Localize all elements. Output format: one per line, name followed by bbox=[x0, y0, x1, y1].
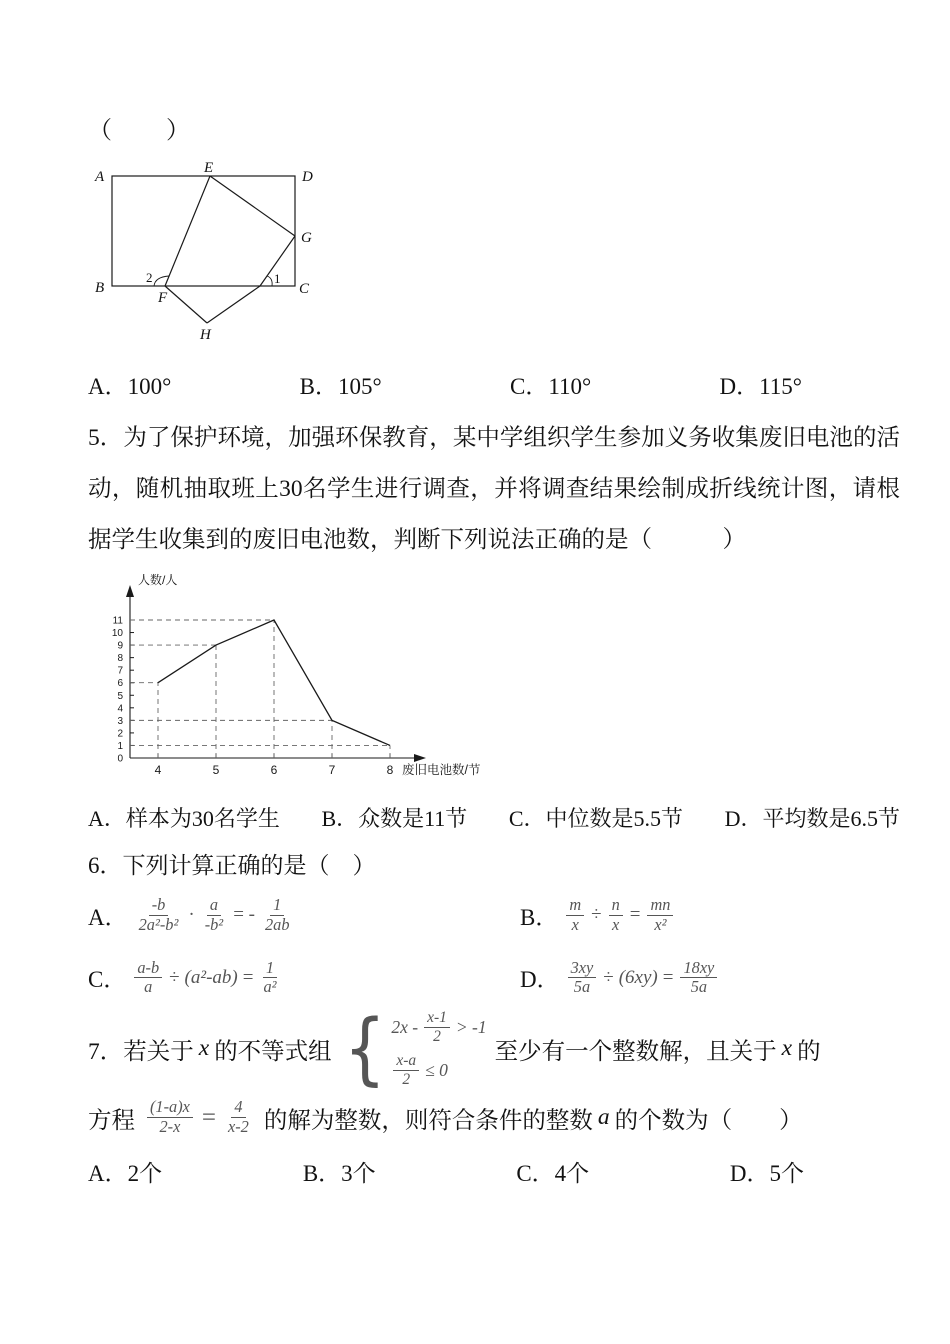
numerator: 3xy bbox=[568, 959, 597, 979]
fraction bbox=[262, 896, 293, 935]
denominator: 2a²-b² bbox=[138, 914, 179, 934]
q7-text-7: 的个数为（ ） bbox=[614, 1107, 803, 1134]
equals-sign: = - bbox=[233, 904, 255, 926]
numerator: 4 bbox=[231, 1098, 245, 1118]
y-tick-label: 11 bbox=[112, 615, 123, 627]
q7-text-2: 的不等式组 bbox=[214, 1038, 332, 1065]
option-label: C． bbox=[88, 967, 127, 993]
denominator: 2-x bbox=[159, 1117, 181, 1137]
operator: ÷ bbox=[591, 904, 602, 926]
denominator: -b² bbox=[204, 914, 224, 934]
page-content bbox=[88, 110, 900, 1188]
q4-answer-blank: （ ） bbox=[88, 118, 192, 144]
denominator: x-2 bbox=[228, 1117, 249, 1137]
q7-equation bbox=[145, 1098, 254, 1137]
option-label: B． bbox=[520, 904, 559, 930]
x-tick-label: 5 bbox=[212, 763, 220, 777]
y-tick-label: 7 bbox=[117, 665, 123, 677]
figure-labels bbox=[94, 161, 313, 343]
q7-text-4: 的 bbox=[797, 1038, 821, 1065]
y-tick-label: 2 bbox=[117, 728, 123, 740]
q4-option-d: D．115° bbox=[719, 374, 802, 399]
denominator: a² bbox=[263, 977, 277, 997]
label-angle2: 2 bbox=[146, 270, 153, 285]
inequality-1 bbox=[391, 1009, 486, 1046]
q5-option-c: C．中位数是5.5节 bbox=[508, 806, 684, 831]
numerator: mn bbox=[647, 896, 673, 916]
q7-option-d: D．5个 bbox=[729, 1160, 804, 1186]
system-brace: { bbox=[343, 1003, 386, 1094]
ineq1-pre: 2x - bbox=[391, 1016, 419, 1037]
q5-option-a: A．样本为30名学生 bbox=[88, 806, 280, 831]
fraction bbox=[680, 959, 717, 998]
q7-line2 bbox=[88, 1098, 900, 1137]
operator: ÷ bbox=[603, 966, 614, 988]
denominator: x² bbox=[654, 914, 667, 934]
x-tick-label: 7 bbox=[328, 763, 336, 777]
numerator: m bbox=[566, 896, 584, 916]
q4-geometry-figure bbox=[90, 161, 900, 346]
y-tick-label: 3 bbox=[117, 715, 123, 727]
q7-option-b: B．3个 bbox=[302, 1160, 376, 1186]
segment-EG bbox=[210, 176, 295, 236]
y-tick-label: 0 bbox=[117, 753, 123, 765]
fraction bbox=[566, 896, 584, 935]
x-axis-arrow bbox=[414, 754, 426, 762]
inequality-2 bbox=[391, 1052, 486, 1089]
fraction bbox=[136, 896, 182, 935]
numerator: x-1 bbox=[424, 1009, 450, 1028]
equals-sign: = bbox=[242, 966, 254, 988]
denominator: 5a bbox=[573, 977, 591, 997]
q7-text-5: 方程 bbox=[88, 1107, 135, 1134]
y-tick-label: 1 bbox=[117, 740, 123, 752]
y-tick-label: 6 bbox=[117, 678, 123, 690]
q7-text-6: 的解为整数，则符合条件的整数 bbox=[263, 1107, 593, 1134]
q7-option-a: A．2个 bbox=[88, 1160, 163, 1186]
line-chart-svg bbox=[96, 570, 576, 788]
q7-option-c: C．4个 bbox=[516, 1160, 590, 1186]
label-D: D bbox=[302, 169, 313, 185]
denominator: x bbox=[612, 914, 620, 934]
fraction bbox=[260, 959, 279, 998]
variable-a: a bbox=[597, 1104, 610, 1131]
equals-sign: = bbox=[662, 966, 674, 988]
q4-option-c: C．110° bbox=[510, 374, 592, 399]
q4-option-b: B．105° bbox=[299, 374, 382, 399]
denominator: a bbox=[144, 977, 153, 997]
ineq2-post: ≤ 0 bbox=[425, 1059, 448, 1080]
numerator: (1-a)x bbox=[147, 1098, 193, 1118]
numerator: n bbox=[609, 896, 623, 916]
equals-sign: = bbox=[201, 1103, 216, 1131]
q5-option-d: D．平均数是6.5节 bbox=[724, 806, 900, 831]
label-A: A bbox=[95, 169, 105, 185]
operator: ÷ bbox=[169, 966, 180, 988]
math-expression-b bbox=[564, 896, 675, 935]
numerator: 1 bbox=[270, 896, 284, 916]
fraction bbox=[609, 896, 623, 935]
q4-options bbox=[88, 368, 802, 401]
q7-options bbox=[88, 1155, 804, 1188]
math-expression-a bbox=[134, 896, 295, 935]
label-G: G bbox=[301, 230, 312, 246]
q6-option-c bbox=[88, 959, 520, 998]
denominator: x bbox=[571, 914, 579, 934]
y-axis-title: 人数/人 bbox=[138, 573, 178, 587]
numerator: 18xy bbox=[680, 959, 717, 979]
numerator: a-b bbox=[134, 959, 162, 979]
label-angle1: 1 bbox=[274, 271, 281, 286]
x-axis-title: 废旧电池数/节 bbox=[402, 763, 481, 777]
numerator: a bbox=[207, 896, 221, 916]
q7-text-1: 7．若关于 bbox=[88, 1038, 194, 1065]
label-H: H bbox=[200, 327, 211, 343]
equals-sign: = bbox=[629, 904, 641, 926]
segment-EF bbox=[165, 176, 210, 286]
segment-FH bbox=[165, 286, 207, 323]
figure-lines bbox=[112, 176, 295, 323]
option-label: A． bbox=[88, 904, 128, 930]
q7-block bbox=[88, 1003, 900, 1188]
q7-line1 bbox=[88, 1003, 900, 1094]
math-expression-d bbox=[566, 959, 720, 998]
x-tick-label: 8 bbox=[386, 763, 394, 777]
q6-option-a bbox=[88, 896, 520, 935]
ineq1-post: > -1 bbox=[455, 1016, 487, 1037]
variable-x: x bbox=[198, 1035, 210, 1062]
q5-options bbox=[88, 802, 900, 833]
x-tick-label: 6 bbox=[270, 763, 278, 777]
option-label: D． bbox=[520, 967, 560, 993]
numerator: -b bbox=[149, 896, 169, 916]
math-expression-c bbox=[132, 959, 281, 998]
system-rows bbox=[391, 1009, 486, 1088]
fraction bbox=[568, 959, 597, 998]
label-B: B bbox=[95, 280, 105, 296]
numerator: x-a bbox=[393, 1052, 419, 1071]
inequality-system bbox=[340, 1003, 487, 1094]
fraction bbox=[424, 1009, 450, 1046]
variable-x: x bbox=[781, 1035, 793, 1062]
fraction bbox=[134, 959, 162, 998]
numerator: 1 bbox=[263, 959, 277, 979]
segment-PH bbox=[207, 286, 260, 323]
denominator: 2 bbox=[433, 1027, 441, 1045]
label-E: E bbox=[204, 161, 214, 176]
label-C: C bbox=[299, 281, 310, 297]
angle1-arc bbox=[267, 276, 272, 286]
fraction bbox=[393, 1052, 419, 1089]
parenthesized-term: (6xy) bbox=[618, 966, 658, 988]
fraction bbox=[647, 896, 673, 935]
q6-options bbox=[88, 896, 900, 997]
y-tick-label: 4 bbox=[117, 703, 123, 715]
parenthesized-term: (a²-ab) bbox=[184, 966, 238, 988]
y-tick-label: 8 bbox=[117, 653, 123, 665]
q6-title: 6．下列计算正确的是（ ） bbox=[88, 853, 376, 878]
q4-option-a: A．100° bbox=[88, 374, 172, 399]
denominator: 2ab bbox=[264, 914, 290, 934]
x-tick-label: 4 bbox=[154, 763, 162, 777]
denominator: 5a bbox=[690, 977, 708, 997]
fraction bbox=[147, 1098, 193, 1137]
denominator: 2 bbox=[402, 1070, 411, 1088]
q5-option-b: B．众数是11节 bbox=[321, 806, 468, 831]
fraction bbox=[202, 896, 227, 935]
label-F: F bbox=[158, 290, 168, 306]
q5-stem: 5．为了保护环境，加强环保教育，某中学组织学生参加义务收集废旧电池的活动，随机抽取班上30名学生进行调查，并将调查结果绘制成折线统计图，请根据学生收集到的废旧电池数，判断下列说法正确的是（ ） bbox=[88, 425, 900, 553]
y-tick-label: 5 bbox=[117, 690, 123, 702]
q6-option-d bbox=[520, 959, 900, 998]
y-axis-arrow bbox=[126, 585, 134, 597]
y-tick-label: 9 bbox=[117, 640, 123, 652]
q7-text-3: 至少有一个整数解，且关于 bbox=[494, 1038, 777, 1065]
y-tick-label: 10 bbox=[111, 628, 123, 640]
q6-option-b bbox=[520, 896, 900, 935]
q5-line-chart bbox=[96, 570, 900, 788]
geometry-svg bbox=[90, 161, 340, 346]
fraction bbox=[225, 1098, 252, 1137]
operator: · bbox=[188, 904, 195, 926]
